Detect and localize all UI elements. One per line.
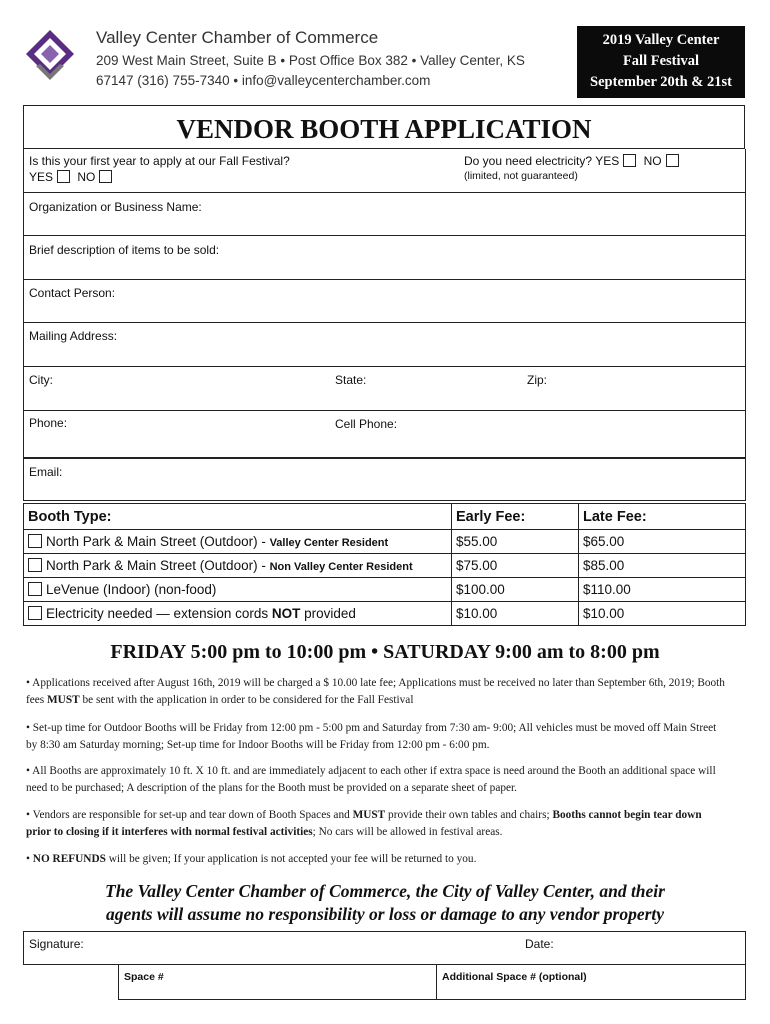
booth-checkbox[interactable] [28, 582, 42, 596]
late-fee-header: Late Fee: [579, 504, 746, 530]
email-label: Email: [29, 465, 63, 479]
note-emphasis: Booths cannot begin tear down prior to closing if it interferes with normal festival activities [26, 809, 702, 838]
electricity-not-emphasis: NOT [271, 606, 301, 621]
electricity-label: Electricity needed — extension cords [46, 606, 272, 621]
booth-type-label: LeVenue (Indoor) (non-food) [46, 582, 217, 597]
note-vendor-responsibility [26, 807, 726, 841]
late-fee-cell: $110.00 [579, 578, 746, 602]
first-year-no-label: NO [77, 170, 96, 184]
org-address-line2: 67147 (316) 755-7340 • info@valleycenterchamber.com [96, 73, 431, 88]
event-info-box [577, 26, 745, 98]
early-fee-cell: $100.00 [452, 578, 579, 602]
contact-person-label: Contact Person: [29, 286, 116, 300]
electricity-booth-checkbox[interactable] [28, 606, 42, 620]
page-title: VENDOR BOOTH APPLICATION [176, 114, 592, 144]
diamond-logo-icon [24, 28, 76, 80]
signature-label: Signature: [29, 937, 84, 951]
booth-checkbox[interactable] [28, 534, 42, 548]
electricity-question-line [464, 154, 683, 168]
booth-type-note: Valley Center Resident [269, 537, 389, 549]
table-row [24, 602, 746, 626]
additional-space-label: Additional Space # (optional) [442, 971, 587, 983]
date-label: Date: [525, 937, 554, 951]
note-text: • Vendors are responsible for set-up and tear down of Booth Spaces and [26, 809, 353, 821]
space-label: Space # [124, 971, 164, 983]
phone-row[interactable] [23, 411, 746, 458]
festival-hours: FRIDAY 5:00 pm to 10:00 pm • SATURDAY 9:00 am to 8:00 pm [110, 641, 660, 663]
booth-type-cell [24, 602, 452, 626]
note-text: will be given; If your application is not accepted your fee will be returned to you. [105, 853, 477, 865]
signature-row[interactable] [23, 931, 746, 965]
phone-label: Phone: [29, 416, 68, 430]
booth-type-label: North Park & Main Street (Outdoor) - [46, 534, 270, 549]
title-box [23, 105, 745, 149]
contact-person-field[interactable] [23, 280, 746, 323]
state-label: State: [335, 373, 367, 387]
note-text: provide their own tables and chairs; [385, 809, 553, 821]
booth-type-cell [24, 578, 452, 602]
disclaimer-line1: The Valley Center Chamber of Commerce, the City of Valley Center, and their [105, 881, 665, 901]
disclaimer-line2: agents will assume no responsibility or loss or damage to any vendor property [105, 904, 665, 924]
note-text: be sent with the application in order to be considered for the Fall Festival [79, 694, 414, 706]
late-fee-cell: $85.00 [579, 554, 746, 578]
org-name: Valley Center Chamber of Commerce [96, 28, 379, 47]
note-booth-size: • All Booths are approximately 10 ft. X 10 ft. and are immediately adjacent to each other if extra space is need around the Booth an additional space will need to be purchased; A description of the plans for the Booth must be provided on a separate sheet of paper. [26, 765, 716, 794]
event-dates: September 20th & 21st [590, 74, 732, 90]
note-emphasis: MUST [352, 809, 386, 821]
booth-fee-table [23, 503, 746, 626]
table-header-row [24, 504, 746, 530]
note-bullet: • [26, 853, 33, 865]
late-fee-cell: $65.00 [579, 530, 746, 554]
note-setup-time: • Set-up time for Outdoor Booths will be Friday from 12:00 pm - 5:00 pm and Saturday from 7:30 am- 9:00; All vehicles must be moved off Main Street by 8:30 am Saturday morning; Set-up time for Indoor Booths will be Friday from 12:00 pm - 6:00 pm. [26, 722, 717, 751]
electricity-yes-label: YES [595, 154, 620, 168]
first-year-row [23, 149, 746, 193]
note-emphasis: NO REFUNDS [32, 853, 106, 865]
booth-type-cell [24, 554, 452, 578]
event-subtitle: Fall Festival [622, 53, 700, 69]
cell-phone-label: Cell Phone: [335, 417, 398, 431]
mailing-address-field[interactable] [23, 323, 746, 367]
first-year-yes-label: YES [29, 170, 54, 184]
city-state-zip-row[interactable] [23, 367, 746, 411]
booth-type-cell [24, 530, 452, 554]
first-year-question: Is this your first year to apply at our Fall Festival? [29, 154, 290, 168]
table-row [24, 578, 746, 602]
first-year-yes-checkbox[interactable] [57, 170, 70, 183]
electricity-yes-checkbox[interactable] [623, 154, 636, 167]
description-field[interactable] [23, 236, 746, 280]
late-fee-cell: $10.00 [579, 602, 746, 626]
description-label: Brief description of items to be sold: [29, 243, 220, 257]
first-year-no-checkbox[interactable] [99, 170, 112, 183]
electricity-question: Do you need electricity? [464, 154, 593, 168]
event-title: 2019 Valley Center [602, 32, 720, 48]
booth-type-note: Non Valley Center Resident [269, 561, 413, 573]
electricity-note: (limited, not guaranteed) [464, 170, 578, 182]
early-fee-header: Early Fee: [452, 504, 579, 530]
note-text: ; No cars will be allowed in festival areas. [312, 826, 503, 838]
org-name-label: Organization or Business Name: [29, 200, 202, 214]
liability-disclaimer [0, 880, 770, 926]
org-address-line1: 209 West Main Street, Suite B • Post Office Box 382 • Valley Center, KS [96, 53, 525, 68]
early-fee-cell: $75.00 [452, 554, 579, 578]
table-row [24, 554, 746, 578]
early-fee-cell: $55.00 [452, 530, 579, 554]
booth-type-label: North Park & Main Street (Outdoor) - [46, 558, 270, 573]
zip-label: Zip: [527, 373, 548, 387]
space-assignment-row [118, 965, 746, 1000]
note-text: • Applications received after August 16th, 2019 will be charged a $ 10.00 late fee; Applications must be received no later than September 6th, 2019; Booth fees [26, 677, 725, 706]
first-year-options [29, 170, 116, 184]
note-late-fee [26, 675, 726, 709]
org-name-field[interactable] [23, 193, 746, 236]
table-row [24, 530, 746, 554]
booth-checkbox[interactable] [28, 558, 42, 572]
electricity-no-label: NO [643, 154, 662, 168]
note-no-refunds [26, 851, 726, 868]
electricity-label-end: provided [300, 606, 356, 621]
space-divider [436, 965, 437, 1000]
mailing-address-label: Mailing Address: [29, 329, 118, 343]
note-emphasis: MUST [47, 694, 80, 706]
electricity-no-checkbox[interactable] [666, 154, 679, 167]
email-field[interactable] [23, 458, 746, 501]
early-fee-cell: $10.00 [452, 602, 579, 626]
city-label: City: [29, 373, 53, 387]
booth-type-header: Booth Type: [24, 504, 452, 530]
